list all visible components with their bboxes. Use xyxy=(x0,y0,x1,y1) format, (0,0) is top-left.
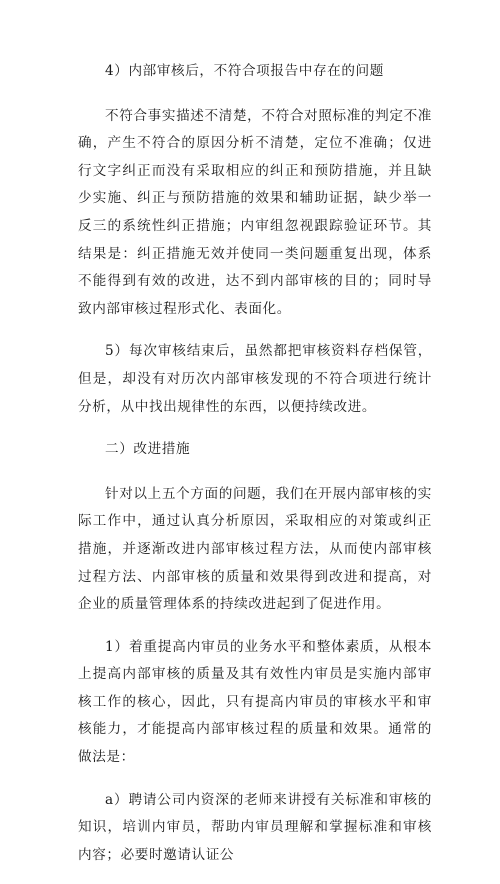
document-body xyxy=(78,58,432,884)
body-paragraph-nonconformity-description: 不符合事实描述不清楚，不符合对照标准的判定不准确，产生不符合的原因分析不清楚，定位不准确；仅进行文字纠正而没有采取相应的纠正和预防措施，并且缺少实施、纠正与预防措施的效果和辅助证据，缺少举一反三的系统性纠正措施；内审组忽视跟踪验证环节。其结果是：纠正措施无效并使同一类问题重复出现，体系不能得到有效的改进，达不到内部审核的目的；同时导致内部审核过程形式化、表面化。 xyxy=(78,107,432,317)
section-heading-improvement-measures: 二）改进措施 xyxy=(105,441,191,458)
body-paragraph-audit-records: 5）每次审核结束后，虽然都把审核资料存档保管，但是，却没有对历次内部审核发现的不符合项进行统计分析，从中找出规律性的东西，以便持续改进。 xyxy=(78,343,432,415)
body-paragraph-improvement-overview: 针对以上五个方面的问题，我们在开展内部审核的实际工作中，通过认真分析原因，采取相应的对策或纠正措施，并逐渐改进内部审核过程方法，从而使内部审核过程方法、内部审核的质量和效果得到改进和提高，对企业的质量管理体系的持续改进起到了促进作用。 xyxy=(78,485,432,613)
section-heading-internal-audit-issues: 4）内部审核后，不符合项报告中存在的问题 xyxy=(105,63,384,79)
body-paragraph-auditor-quality: 1）着重提高内审员的业务水平和整体素质，从根本上提高内部审核的质量及其有效性内审员是实施内部审核工作的核心，因此，只有提高内审员的审核水平和审核能力，才能提高内部审核过程的质量和效果。通常的做法是： xyxy=(78,638,432,766)
body-paragraph-training: a）聘请公司内资深的老师来讲授有关标准和审核的知识，培训内审员，帮助内审员理解和掌握标准和审核内容；必要时邀请认证公 xyxy=(78,791,432,863)
